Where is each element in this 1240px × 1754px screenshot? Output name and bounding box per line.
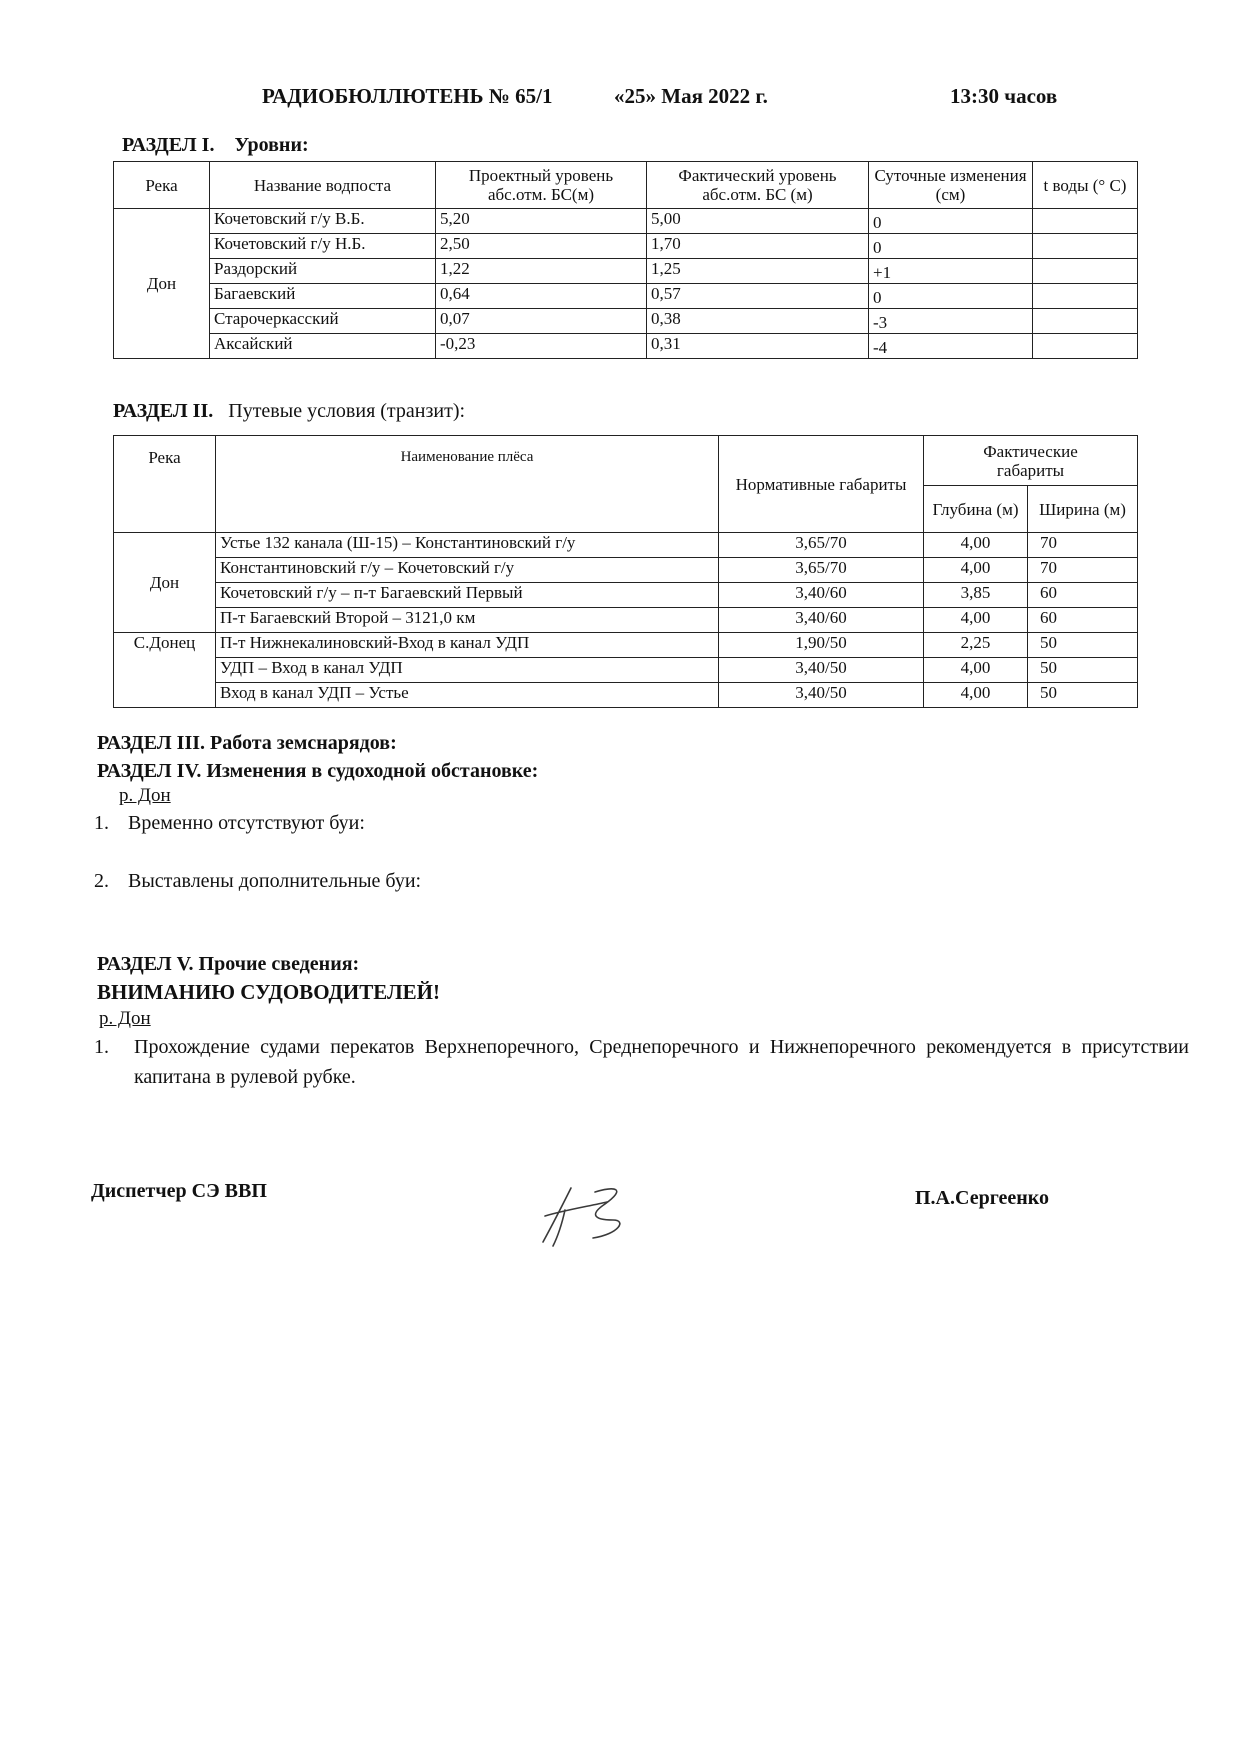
note-text: Прохождение судами перекатов Верхнепоречного, Среднепоречного и Нижнепоречного рекомендуется в присутствии капитана в рулевой рубке. [134,1036,1189,1088]
reach-name: УДП – Вход в канал УДП [216,658,719,683]
station-name: Кочетовский г/у Н.Б. [210,234,436,259]
actual-depth: 4,00 [924,533,1028,558]
table-row [114,633,1138,658]
actual-level: 1,25 [647,259,869,284]
daily-change: 0 [869,284,1033,309]
actual-width: 60 [1028,608,1138,633]
bulletin-title: РАДИОБЮЛЛЮТЕНЬ № 65/1 [262,84,553,108]
transit-col-depth: Глубина (м) [924,486,1028,533]
station-name: Раздорский [210,259,436,284]
actual-level: 1,70 [647,234,869,259]
actual-depth: 2,25 [924,633,1028,658]
section2-number: РАЗДЕЛ II. [113,400,214,422]
levels-header-row [114,162,1138,209]
reach-name: П-т Багаевский Второй – 3121,0 км [216,608,719,633]
daily-change: +1 [869,259,1033,284]
reach-name: П-т Нижнекалиновский-Вход в канал УДП [216,633,719,658]
normative-size: 1,90/50 [719,633,924,658]
project-level: 0,64 [436,284,647,309]
water-temp [1033,309,1138,334]
actual-depth: 4,00 [924,558,1028,583]
levels-river-cell: Дон [114,209,210,359]
transit-header-row [114,436,1138,486]
table-row [114,334,1138,359]
normative-size: 3,65/70 [719,558,924,583]
section1-number: РАЗДЕЛ I. [122,134,215,156]
daily-change: -4 [869,334,1033,359]
actual-width: 50 [1028,658,1138,683]
transit-river-sdonets: С.Донец [114,633,216,708]
project-level: 5,20 [436,209,647,234]
actual-depth: 3,85 [924,583,1028,608]
table-row [114,658,1138,683]
list-item-number: 2. [94,870,109,892]
actual-width: 50 [1028,633,1138,658]
section2-subtitle: Путевые условия (транзит): [228,400,466,422]
station-name: Аксайский [210,334,436,359]
reach-name: Кочетовский г/у – п-т Багаевский Первый [216,583,719,608]
table-row [114,309,1138,334]
normative-size: 3,40/50 [719,683,924,708]
section2-title [113,400,465,423]
table-row [114,583,1138,608]
table-row [114,259,1138,284]
daily-change: 0 [869,209,1033,234]
project-level: 1,22 [436,259,647,284]
actual-depth: 4,00 [924,608,1028,633]
normative-size: 3,40/60 [719,608,924,633]
levels-col-river: Река [114,162,210,209]
normative-size: 3,65/70 [719,533,924,558]
table-row [114,234,1138,259]
transit-river-don: Дон [114,533,216,633]
daily-change: 0 [869,234,1033,259]
signatory-name: П.А.Сергеенко [915,1187,1050,1209]
table-row [114,683,1138,708]
section1-subtitle: Уровни: [234,134,309,156]
transit-col-fact: Фактические габариты [924,436,1138,486]
water-temp [1033,284,1138,309]
section4-river: р. Дон [119,785,171,806]
normative-size: 3,40/50 [719,658,924,683]
bulletin-date: «25» Мая 2022 г. [614,84,768,108]
section4-title: РАЗДЕЛ IV. Изменения в судоходной обстановке: [97,760,539,782]
list-item-text: Выставлены дополнительные буи: [128,870,422,892]
section3-title: РАЗДЕЛ III. Работа земснарядов: [97,732,397,754]
actual-depth: 4,00 [924,683,1028,708]
station-name: Кочетовский г/у В.Б. [210,209,436,234]
list-item-text: Временно отсутствуют буи: [128,812,365,834]
daily-change: -3 [869,309,1033,334]
table-row [114,533,1138,558]
levels-col-change: Суточные изменения (см) [869,162,1033,209]
dispatcher-role: Диспетчер СЭ ВВП [91,1180,267,1202]
table-row [114,608,1138,633]
actual-width: 70 [1028,558,1138,583]
transit-col-reach: Наименование плёса [216,436,719,533]
water-temp [1033,209,1138,234]
project-level: 2,50 [436,234,647,259]
actual-width: 60 [1028,583,1138,608]
section1-title [122,134,309,157]
actual-width: 70 [1028,533,1138,558]
levels-table [113,161,1138,359]
reach-name: Вход в канал УДП – Устье [216,683,719,708]
normative-size: 3,40/60 [719,583,924,608]
water-temp [1033,259,1138,284]
levels-col-temp: t воды (° C) [1033,162,1138,209]
actual-level: 5,00 [647,209,869,234]
list-item [94,812,365,835]
actual-level: 0,31 [647,334,869,359]
project-level: 0,07 [436,309,647,334]
water-temp [1033,234,1138,259]
reach-name: Константиновский г/у – Кочетовский г/у [216,558,719,583]
table-row [114,284,1138,309]
levels-col-project: Проектный уровень абс.отм. БС(м) [436,162,647,209]
transit-col-river: Река [114,436,216,533]
list-item-number: 1. [94,812,109,834]
transit-table [113,435,1138,708]
water-temp [1033,334,1138,359]
levels-col-actual: Фактический уровень абс.отм. БС (м) [647,162,869,209]
table-row [114,209,1138,234]
actual-depth: 4,00 [924,658,1028,683]
actual-level: 0,57 [647,284,869,309]
attention-heading: ВНИМАНИЮ СУДОВОДИТЕЛЕЙ! [97,980,440,1004]
station-name: Старочеркасский [210,309,436,334]
station-name: Багаевский [210,284,436,309]
bulletin-time: 13:30 часов [950,84,1058,108]
section5-river: р. Дон [99,1008,151,1029]
transit-col-width: Ширина (м) [1028,486,1138,533]
table-row [114,558,1138,583]
project-level: -0,23 [436,334,647,359]
list-item [94,870,421,893]
section5-title: РАЗДЕЛ V. Прочие сведения: [97,953,360,975]
transit-col-norm: Нормативные габариты [719,436,924,533]
reach-name: Устье 132 канала (Ш-15) – Константиновский г/у [216,533,719,558]
note-number: 1. [94,1036,109,1058]
signature-image [535,1180,635,1250]
actual-level: 0,38 [647,309,869,334]
levels-col-station: Название водпоста [210,162,436,209]
actual-width: 50 [1028,683,1138,708]
